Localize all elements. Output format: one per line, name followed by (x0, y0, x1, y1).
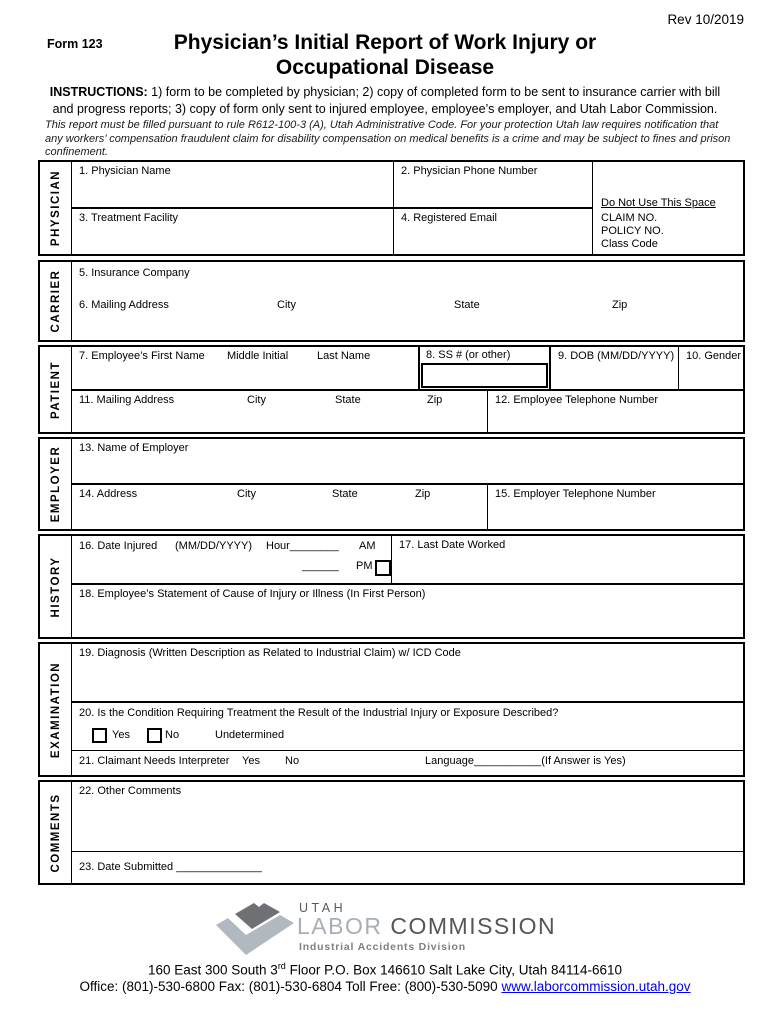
field-diagnosis-label: 19. Diagnosis (Written Description as Related to Industrial Claim) w/ ICD Code (79, 647, 461, 659)
form-title (0, 30, 770, 80)
if-answer-label: (If Answer is Yes) (541, 755, 626, 767)
legal-notice: This report must be filled pursuant to rule R612-100-3 (A), Utah Administrative Code. For your protection Utah law requires notification that any workers’ compensation fraudulent claim for disability compensation on medical benefits is a crime and may be subject to fines and prison confinement. (45, 119, 731, 158)
field-insurance-company-label: 5. Insurance Company (79, 267, 190, 279)
pm-label: PM (356, 560, 373, 572)
carrier-city-label: City (277, 299, 296, 311)
hour-label: Hour________ (266, 540, 339, 552)
field-ss-number-label: 8. SS # (or other) (426, 349, 511, 361)
field-employer-address-label: 14. Address (79, 488, 138, 500)
section-physician-side-label: PHYSICIAN (49, 169, 62, 247)
field-employer-name[interactable] (72, 439, 743, 483)
last-name-label: Last Name (317, 350, 371, 362)
form-title-line1: Physician’s Initial Report of Work Injury or (173, 31, 597, 54)
logo-division-text: Industrial Accidents Division (299, 941, 466, 953)
footer-address-line1 (0, 961, 770, 978)
section-employer-side (40, 439, 72, 529)
middle-initial-label: Middle Initial (227, 350, 289, 362)
footer-phone-text: Office: (801)-530-6800 Fax: (801)-530-6804 Toll Free: (800)-530-5090 (79, 979, 502, 994)
field-date-submitted-label (79, 861, 262, 873)
section-examination (38, 642, 745, 777)
field-patient-mailing-address[interactable] (72, 391, 488, 432)
field-physician-name[interactable] (72, 162, 394, 207)
field-dob-label: 9. DOB (MM/DD/YYYY) (558, 350, 675, 362)
field-employee-statement[interactable] (72, 585, 743, 637)
ss-number-box[interactable] (421, 363, 548, 388)
section-history (38, 534, 745, 639)
logo-labor-text: LABOR (297, 913, 383, 939)
field-other-comments[interactable] (72, 782, 743, 851)
section-comments-side-label: COMMENTS (49, 792, 62, 873)
field-employee-statement-label: 18. Employee’s Statement of Cause of Injury or Illness (In First Person) (79, 588, 426, 600)
field-physician-name-label: 1. Physician Name (79, 165, 171, 177)
class-code-label: Class Code (601, 238, 658, 250)
footer-address-line2 (0, 979, 770, 994)
logo-commission-text: COMMISSION (390, 913, 557, 939)
interpreter-yes-label[interactable]: Yes (242, 755, 260, 767)
hour-blank-line: ______ (302, 560, 339, 572)
field-insurance-company[interactable] (72, 262, 743, 340)
address-post: Floor P.O. Box 146610 Salt Lake City, Utah 84114-6610 (285, 962, 623, 978)
field-registered-email-label: 4. Registered Email (401, 212, 497, 224)
section-comments (38, 780, 745, 885)
form-title-line2: Occupational Disease (275, 56, 495, 79)
field-physician-phone[interactable] (394, 162, 592, 207)
employer-state-label: State (332, 488, 358, 500)
carrier-zip-label: Zip (612, 299, 628, 311)
field-condition-result-label: 20. Is the Condition Requiring Treatment the Result of the Industrial Injury or Exposure Described? (79, 707, 559, 719)
field-date-injured[interactable] (72, 536, 392, 583)
policy-no-label: POLICY NO. (601, 225, 664, 237)
field-date-submitted[interactable] (72, 852, 743, 883)
labor-commission-logo-mark (216, 899, 294, 956)
patient-zip-label: Zip (427, 394, 443, 406)
date-injured-format-label: (MM/DD/YYYY) (175, 540, 252, 552)
field-registered-email[interactable] (394, 209, 592, 254)
interpreter-no-label[interactable]: No (285, 755, 300, 767)
field-other-comments-label: 22. Other Comments (79, 785, 182, 797)
logo-utah-text: UTAH (299, 901, 347, 915)
instructions-text: 1) form to be completed by physician; 2) copy of completed form to be sent to insurance carrier with bill and progress reports; 3) copy of form only sent to injured employee, employee’s employer, and Utah Labor Commission. (52, 85, 721, 116)
field-ss-number[interactable] (420, 347, 551, 389)
section-carrier-side-label: CARRIER (49, 269, 62, 333)
date-submitted-text: 23. Date Submitted (79, 861, 174, 873)
section-history-side (40, 536, 72, 637)
field-dob[interactable] (551, 347, 679, 389)
am-label: AM (359, 540, 376, 552)
address-ordinal: rd (277, 961, 286, 971)
section-patient (38, 345, 745, 434)
employer-zip-label: Zip (415, 488, 431, 500)
field-employee-phone-label: 12. Employee Telephone Number (495, 394, 659, 406)
pm-checkbox[interactable] (375, 560, 391, 576)
field-carrier-mailing-address-label: 6. Mailing Address (79, 299, 169, 311)
logo-main-text (297, 913, 556, 940)
revision-date: Rev 10/2019 (667, 12, 744, 27)
website-link[interactable]: www.laborcommission.utah.gov (501, 979, 691, 994)
office-use-box (592, 162, 743, 254)
section-physician-side (40, 162, 72, 254)
section-physician (38, 160, 745, 256)
section-employer (38, 437, 745, 531)
instructions (38, 84, 732, 118)
field-gender-label: 10. Gender (686, 350, 742, 362)
field-interpreter (72, 751, 743, 775)
section-carrier-side (40, 262, 72, 340)
patient-state-label: State (335, 394, 361, 406)
section-patient-side-label: PATIENT (49, 360, 62, 419)
section-history-side-label: HISTORY (49, 556, 62, 617)
section-patient-side (40, 347, 72, 432)
date-submitted-blank-line: ______________ (176, 861, 262, 873)
field-condition-result (72, 703, 743, 750)
section-examination-side (40, 644, 72, 775)
claim-no-label: CLAIM NO. (601, 212, 658, 224)
field-treatment-facility[interactable] (72, 209, 394, 254)
yes-label: Yes (112, 729, 130, 741)
office-use-title: Do Not Use This Space (601, 197, 716, 209)
no-checkbox[interactable] (147, 728, 162, 743)
field-diagnosis[interactable] (72, 644, 743, 701)
field-employee-first-name-label: 7. Employee’s First Name (79, 350, 205, 362)
language-line[interactable] (425, 755, 626, 767)
instructions-label: INSTRUCTIONS: (49, 85, 148, 99)
employer-city-label: City (237, 488, 256, 500)
carrier-state-label: State (454, 299, 480, 311)
field-interpreter-label: 21. Claimant Needs Interpreter (79, 755, 230, 767)
field-date-injured-label: 16. Date Injured (79, 540, 158, 552)
field-employer-name-label: 13. Name of Employer (79, 442, 189, 454)
field-employee-phone[interactable] (488, 391, 743, 432)
no-label: No (165, 729, 180, 741)
undetermined-label: Undetermined (215, 729, 285, 741)
yes-checkbox[interactable] (92, 728, 107, 743)
field-treatment-facility-label: 3. Treatment Facility (79, 212, 179, 224)
field-employer-phone[interactable] (488, 485, 743, 529)
section-examination-side-label: EXAMINATION (49, 661, 62, 758)
language-label: Language___________ (425, 755, 542, 767)
patient-city-label: City (247, 394, 266, 406)
section-comments-side (40, 782, 72, 883)
address-pre: 160 East 300 South 3 (147, 962, 278, 978)
section-carrier (38, 260, 745, 342)
field-physician-phone-label: 2. Physician Phone Number (401, 165, 538, 177)
field-last-date-worked[interactable] (392, 536, 743, 583)
form-number: Form 123 (47, 37, 103, 51)
field-gender[interactable] (679, 347, 743, 389)
field-employee-name[interactable] (72, 347, 420, 389)
field-last-date-worked-label: 17. Last Date Worked (399, 539, 506, 551)
field-employer-phone-label: 15. Employer Telephone Number (495, 488, 656, 500)
field-employer-address[interactable] (72, 485, 488, 529)
field-patient-mailing-address-label: 11. Mailing Address (79, 394, 175, 406)
section-employer-side-label: EMPLOYER (49, 445, 62, 523)
